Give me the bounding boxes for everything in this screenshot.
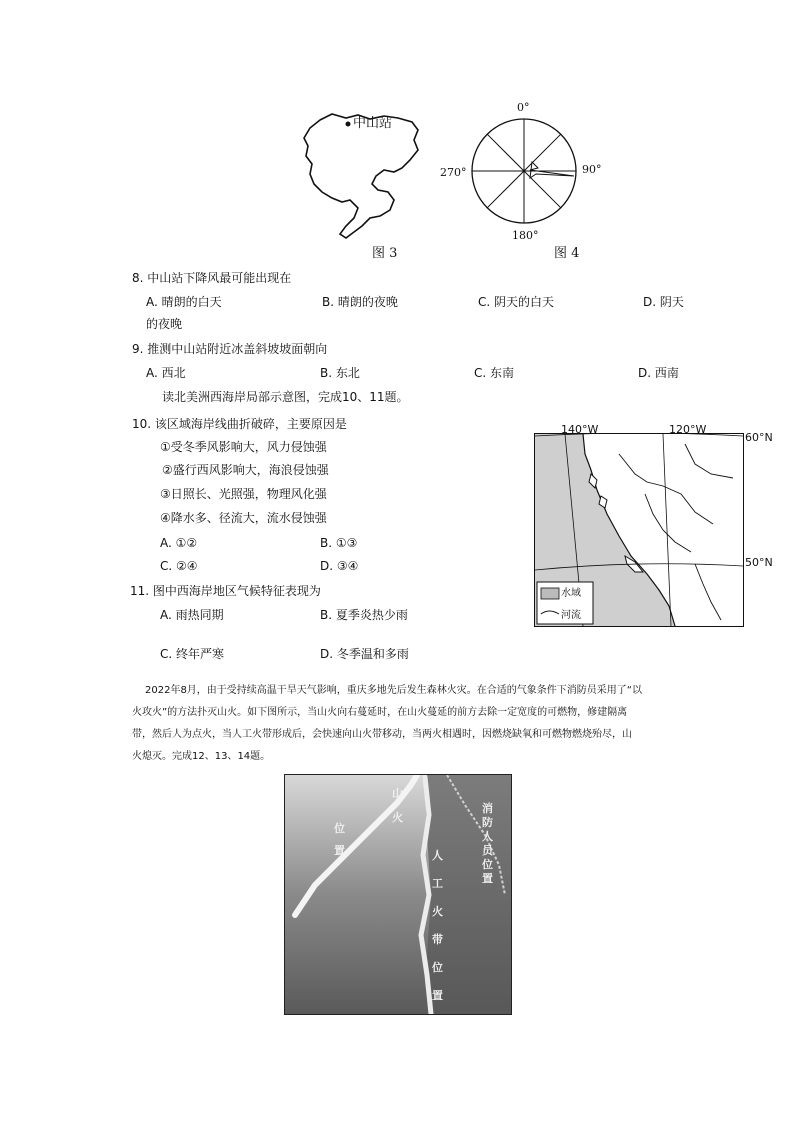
legend-water-swatch [541,588,559,599]
map-lon-120w: 120°W [669,423,707,436]
question-10-stem: 10. 该区域海岸线曲折破碎，主要原因是 [132,417,347,431]
passage-line-2: 火攻火”的方法扑灭山火。如下图所示，当山火向右蔓延时，在山火蔓延的前方去除一定宽度的可燃物，修建隔离 [132,707,628,718]
compass-90-label: 90° [582,163,602,176]
question-10-item-2: ②盛行西风影响大，海浪侵蚀强 [162,463,329,477]
passage-line-1: 2022年8月，由于受持续高温干旱天气影响，重庆多地先后发生森林火灾。在合适的气象条件下消防员采用了“以 [145,685,642,696]
question-8-stem: 8. 中山站下降风最可能出现在 [132,271,292,285]
map-lon-140w: 140°W [561,423,599,436]
question-9-option-b: B. 东北 [320,366,360,380]
photo-label-firefighter-position: 消防人员位置 [482,802,493,885]
question-11-stem: 11. 图中西海岸地区气候特征表现为 [130,584,321,598]
photo-label-artificial-fire-position: 人工火带位置 [432,849,443,1002]
question-8-option-b: B. 晴朗的夜晚 [322,295,398,309]
question-9-option-c: C. 东南 [474,366,515,380]
question-10-item-1: ①受冬季风影响大，风力侵蚀强 [160,440,327,454]
question-8-option-a: A. 晴朗的白天 [146,295,222,309]
map-legend-river-label: 河流 [561,610,581,621]
passage-line-4: 火熄灭。完成12、13、14题。 [132,751,271,762]
question-11-option-c: C. 终年严寒 [160,647,225,661]
question-10-option-a: A. ①② [160,536,198,550]
question-8-option-d-continued: 的夜晚 [146,317,183,331]
question-10-option-d: D. ③④ [320,559,359,573]
question-9-option-a: A. 西北 [146,366,186,380]
compass-180-label: 180° [512,229,539,242]
question-9-stem: 9. 推测中山站附近冰盖斜坡坡面朝向 [132,342,328,356]
question-10-option-c: C. ②④ [160,559,198,573]
question-11-option-a: A. 雨热同期 [160,608,224,622]
figure-4-compass [470,116,578,226]
map-lat-60n: 60°N [745,431,773,444]
question-10-option-b: B. ①③ [320,536,358,550]
wind-arrow-icon [530,162,574,178]
question-8-option-d: D. 阴天 [643,295,684,309]
photo-label-wildfire-position: 位置 [334,822,345,857]
zhongshan-station-label: 中山站 [353,116,393,131]
question-8-option-c: C. 阴天的白天 [478,295,555,309]
figure-3-caption: 图 3 [372,246,398,261]
zhongshan-station-dot [346,122,351,127]
map-lat-50n: 50°N [745,556,773,569]
figure-4-caption: 图 4 [554,246,580,261]
map-legend-water-label: 水域 [561,588,581,599]
passage-line-3: 带，然后人为点火，当人工火带形成后，会快速向山火带移动，当两火相遇时，因燃烧缺氧和可燃物燃烧殆尽，山 [132,729,632,740]
question-11-option-b: B. 夏季炎热少雨 [320,608,408,622]
question-11-option-d: D. 冬季温和多雨 [320,647,409,661]
photo-label-wildfire: 山火 [392,787,403,824]
intro-questions-10-11: 读北美洲西海岸局部示意图，完成10、11题。 [162,390,409,404]
compass-270-label: 270° [440,166,467,179]
question-10-item-3: ③日照长、光照强，物理风化强 [160,487,327,501]
compass-0-label: 0° [517,101,530,114]
question-10-item-4: ④降水多、径流大，流水侵蚀强 [160,511,327,525]
question-9-option-d: D. 西南 [638,366,679,380]
